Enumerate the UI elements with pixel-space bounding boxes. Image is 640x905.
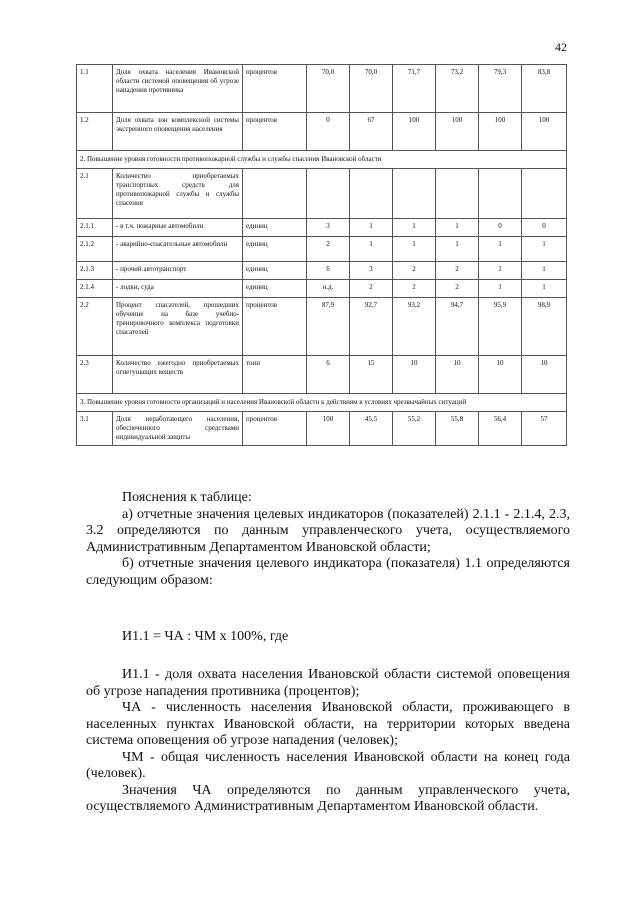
indicator-value — [307, 169, 350, 219]
section-title: 2. Повышение уровня готовности противопожарной службы и службы спасения Ивановской области — [77, 151, 567, 169]
indicator-value: 100 — [522, 113, 567, 151]
indicator-name: Количество приобретаемых транспортных средств для противопожарной службы и службы спасения — [113, 169, 243, 219]
indicator-value: 1 — [479, 237, 522, 262]
indicator-unit: единиц — [243, 237, 307, 262]
indicator-unit: единиц — [243, 219, 307, 237]
indicator-value: 57 — [522, 412, 567, 446]
indicator-value: 2 — [436, 262, 479, 280]
indicator-unit: процентов — [243, 412, 307, 446]
indicator-name: - в т.ч. пожарные автомобили — [113, 219, 243, 237]
indicator-value: 6 — [307, 262, 350, 280]
indicator-value: 1 — [436, 237, 479, 262]
table-row — [77, 237, 567, 262]
indicator-unit: процентов — [243, 65, 307, 113]
formula: И1.1 = ЧА : ЧМ х 100%, где — [122, 629, 289, 644]
indicator-name: Количество ежегодно приобретаемых огнетушащих веществ — [113, 356, 243, 394]
indicator-value: 10 — [436, 356, 479, 394]
indicator-value: 1 — [350, 219, 393, 237]
definition-i11: И1.1 - доля охвата населения Ивановской области системой оповещения об угрозе нападения противника (процентов); — [86, 667, 570, 699]
indicator-name: - прочий автотранспорт — [113, 262, 243, 280]
indicator-unit: единиц — [243, 280, 307, 298]
indicator-value: 1 — [436, 219, 479, 237]
table-row — [77, 280, 567, 298]
indicator-value: 2 — [393, 262, 436, 280]
definition-cha-source: Значения ЧА определяются по данным управленческого учета, осуществляемого Административным Департаментом Ивановской области. — [86, 782, 570, 814]
explanation-b: б) отчетные значения целевого индикатора (показателя) 1.1 определяются следующим образом: — [86, 556, 570, 588]
indicator-value: н.д. — [307, 280, 350, 298]
definition-cha: ЧА - численность населения Ивановской области, проживающего в населенных пунктах Ивановской области, на территории которых введена система оповещения об угрозе нападения (человек); — [86, 700, 570, 748]
indicator-name: Доля охвата населения Ивановской области системой оповещения об угрозе нападения противника — [113, 65, 243, 113]
indicator-unit: единиц — [243, 262, 307, 280]
table-body — [77, 65, 567, 446]
indicator-code: 2.3 — [77, 356, 113, 394]
indicator-value: 1 — [522, 262, 567, 280]
indicator-value: 67 — [350, 113, 393, 151]
section-row — [77, 394, 567, 412]
table-row — [77, 219, 567, 237]
indicator-unit: процентов — [243, 113, 307, 151]
indicator-value: 1 — [479, 262, 522, 280]
explanations-heading: Пояснения к таблице: — [122, 490, 252, 505]
explanations-block — [86, 490, 570, 589]
indicator-value: 0 — [307, 113, 350, 151]
indicator-value: 10 — [393, 356, 436, 394]
indicator-value: 73,2 — [436, 65, 479, 113]
formula-block — [86, 629, 570, 646]
section-row — [77, 151, 567, 169]
table-row — [77, 65, 567, 113]
indicator-value: 79,3 — [479, 65, 522, 113]
indicator-value: 2 — [393, 280, 436, 298]
indicator-value: 0 — [479, 219, 522, 237]
indicator-value: 10 — [479, 356, 522, 394]
indicator-value: 2 — [436, 280, 479, 298]
indicator-value: 93,2 — [393, 298, 436, 356]
table-row — [77, 262, 567, 280]
indicator-value — [522, 169, 567, 219]
indicator-value: 1 — [393, 237, 436, 262]
indicator-value: 92,7 — [350, 298, 393, 356]
indicator-value: 10 — [522, 356, 567, 394]
indicator-code: 2.1 — [77, 169, 113, 219]
indicator-value: 100 — [479, 113, 522, 151]
indicator-value: 100 — [393, 113, 436, 151]
indicator-name: - лодки, суда — [113, 280, 243, 298]
indicator-value: 100 — [436, 113, 479, 151]
indicator-value: 55,2 — [393, 412, 436, 446]
indicator-name: Доля охвата зон комплексной системы экстренного оповещения населения — [113, 113, 243, 151]
table-row — [77, 169, 567, 219]
indicator-value: 15 — [350, 356, 393, 394]
indicator-value — [350, 169, 393, 219]
indicator-code: 2.1.4 — [77, 280, 113, 298]
indicators-table — [76, 64, 567, 446]
indicator-value: 1 — [479, 280, 522, 298]
definitions-block — [86, 667, 570, 816]
indicator-value: 45,5 — [350, 412, 393, 446]
indicator-value: 1 — [350, 237, 393, 262]
indicator-value: 1 — [522, 237, 567, 262]
indicator-value: 1 — [393, 219, 436, 237]
indicator-value: 56,4 — [479, 412, 522, 446]
section-title: 3. Повышение уровня готовности организаций и населения Ивановской области к действиям в условиях чрезвычайных ситуаций — [77, 394, 567, 412]
indicator-value: 94,7 — [436, 298, 479, 356]
indicator-value: 3 — [350, 262, 393, 280]
indicator-value: 87,9 — [307, 298, 350, 356]
table-row — [77, 298, 567, 356]
indicator-value: 100 — [307, 412, 350, 446]
page-number: 42 — [555, 40, 567, 54]
indicator-value: 83,8 — [522, 65, 567, 113]
indicator-value — [393, 169, 436, 219]
explanation-a: а) отчетные значения целевых индикаторов (показателей) 2.1.1 - 2.1.4, 2.3, 3.2 определяются по данным управленческого учета, осуществляемого Административным Департаментом Ивановской области; — [86, 506, 570, 555]
indicator-code: 1.2 — [77, 113, 113, 151]
indicator-value: 70,0 — [350, 65, 393, 113]
indicator-value: 6 — [307, 356, 350, 394]
indicator-code: 2.2 — [77, 298, 113, 356]
indicator-unit — [243, 169, 307, 219]
indicator-code: 2.1.2 — [77, 237, 113, 262]
indicator-unit: процентов — [243, 298, 307, 356]
indicator-code: 1.1 — [77, 65, 113, 113]
indicator-name: Процент спасателей, прошедших обучение на базе учебно-тренировочного комплекса подготовки спасателей — [113, 298, 243, 356]
indicator-unit: тонн — [243, 356, 307, 394]
indicator-name: Доля неработающего населения, обеспеченного средствами индивидуальной защиты — [113, 412, 243, 446]
indicator-value: 2 — [307, 237, 350, 262]
indicator-value: 55,8 — [436, 412, 479, 446]
table-row — [77, 412, 567, 446]
indicator-value: 70,0 — [307, 65, 350, 113]
indicator-value: 98,9 — [522, 298, 567, 356]
indicator-code: 2.1.1 — [77, 219, 113, 237]
table-row — [77, 113, 567, 151]
definition-chm: ЧМ - общая численность населения Ивановской области на конец года (человек). — [86, 749, 570, 781]
indicator-value — [436, 169, 479, 219]
indicator-value: 3 — [307, 219, 350, 237]
indicator-value: 0 — [522, 219, 567, 237]
indicator-value: 2 — [350, 280, 393, 298]
table-row — [77, 356, 567, 394]
indicator-name: - аварийно-спасательные автомобили — [113, 237, 243, 262]
indicator-value: 95,9 — [479, 298, 522, 356]
indicator-code: 2.1.3 — [77, 262, 113, 280]
indicator-value: 71,7 — [393, 65, 436, 113]
indicator-code: 3.1 — [77, 412, 113, 446]
indicator-value: 1 — [522, 280, 567, 298]
indicator-value — [479, 169, 522, 219]
